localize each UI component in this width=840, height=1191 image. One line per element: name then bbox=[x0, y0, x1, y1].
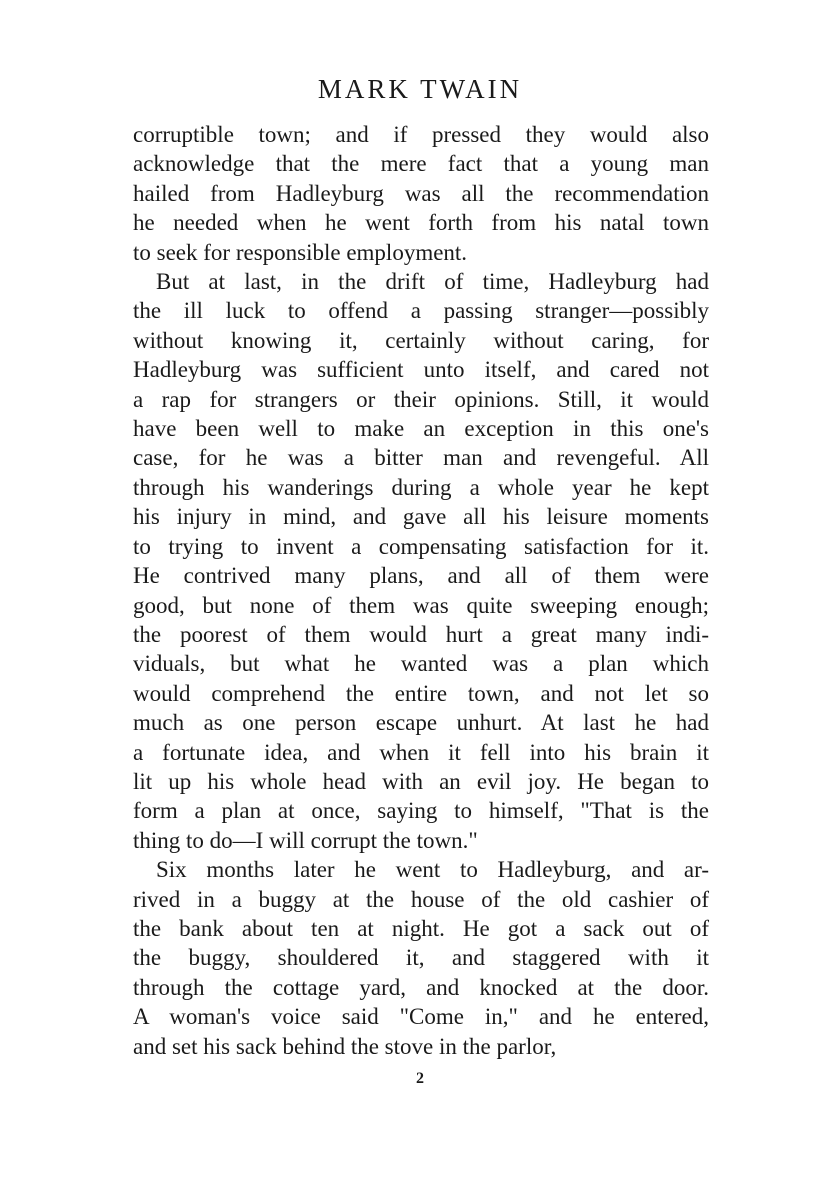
text-line: the poorest of them would hurt a great many indi- bbox=[133, 621, 709, 647]
paragraph bbox=[133, 120, 709, 267]
text-line: good, but none of them was quite sweeping enough; bbox=[133, 592, 709, 618]
text-line: thing to do—I will corrupt the town." bbox=[133, 827, 478, 853]
text-line: hailed from Hadleyburg was all the recommendation bbox=[133, 180, 709, 206]
text-line: the ill luck to offend a passing stranger—possibly bbox=[133, 298, 709, 324]
text-line: through his wanderings during a whole year he kept bbox=[133, 474, 709, 500]
text-line: the bank about ten at night. He got a sack out of bbox=[133, 915, 709, 941]
text-line: a rap for strangers or their opinions. Still, it would bbox=[133, 386, 709, 412]
text-line: form a plan at once, saying to himself, "That is the bbox=[133, 798, 709, 824]
text-line: a fortunate idea, and when it fell into his brain it bbox=[133, 739, 709, 765]
text-line: He contrived many plans, and all of them were bbox=[133, 563, 709, 589]
text-line: through the cottage yard, and knocked at the door. bbox=[133, 974, 709, 1000]
page-number: 2 bbox=[416, 1070, 424, 1087]
text-line: much as one person escape unhurt. At last he had bbox=[133, 710, 709, 736]
text-line: But at last, in the drift of time, Hadleyburg had bbox=[156, 269, 709, 295]
text-line: viduals, but what he wanted was a plan which bbox=[133, 651, 709, 677]
text-line: acknowledge that the mere fact that a young man bbox=[133, 151, 709, 177]
text-line: lit up his whole head with an evil joy. He began to bbox=[133, 768, 709, 794]
paragraph bbox=[133, 855, 709, 1061]
text-line: Six months later he went to Hadleyburg, and ar- bbox=[156, 857, 709, 883]
text-line: A woman's voice said "Come in," and he entered, bbox=[133, 1004, 709, 1030]
text-line: rived in a buggy at the house of the old cashier of bbox=[133, 886, 709, 912]
text-line: to seek for responsible employment. bbox=[133, 239, 468, 265]
text-line: would comprehend the entire town, and not let so bbox=[133, 680, 709, 706]
text-line: without knowing it, certainly without caring, for bbox=[133, 327, 709, 353]
text-line: his injury in mind, and gave all his leisure moments bbox=[133, 504, 709, 530]
text-line: the buggy, shouldered it, and staggered with it bbox=[133, 945, 709, 971]
text-line: have been well to make an exception in this one's bbox=[133, 416, 709, 442]
text-line: to trying to invent a compensating satisfaction for it. bbox=[133, 533, 709, 559]
text-line: corruptible town; and if pressed they would also bbox=[133, 122, 709, 147]
text-line: he needed when he went forth from his natal town bbox=[133, 210, 709, 236]
running-header: MARK TWAIN bbox=[317, 74, 523, 104]
text-line: and set his sack behind the stove in the parlor, bbox=[133, 1033, 557, 1059]
paragraph bbox=[133, 267, 709, 855]
text-line: case, for he was a bitter man and revengeful. All bbox=[133, 445, 709, 471]
body-text bbox=[133, 120, 709, 1061]
text-line: Hadleyburg was sufficient unto itself, and cared not bbox=[133, 357, 709, 383]
